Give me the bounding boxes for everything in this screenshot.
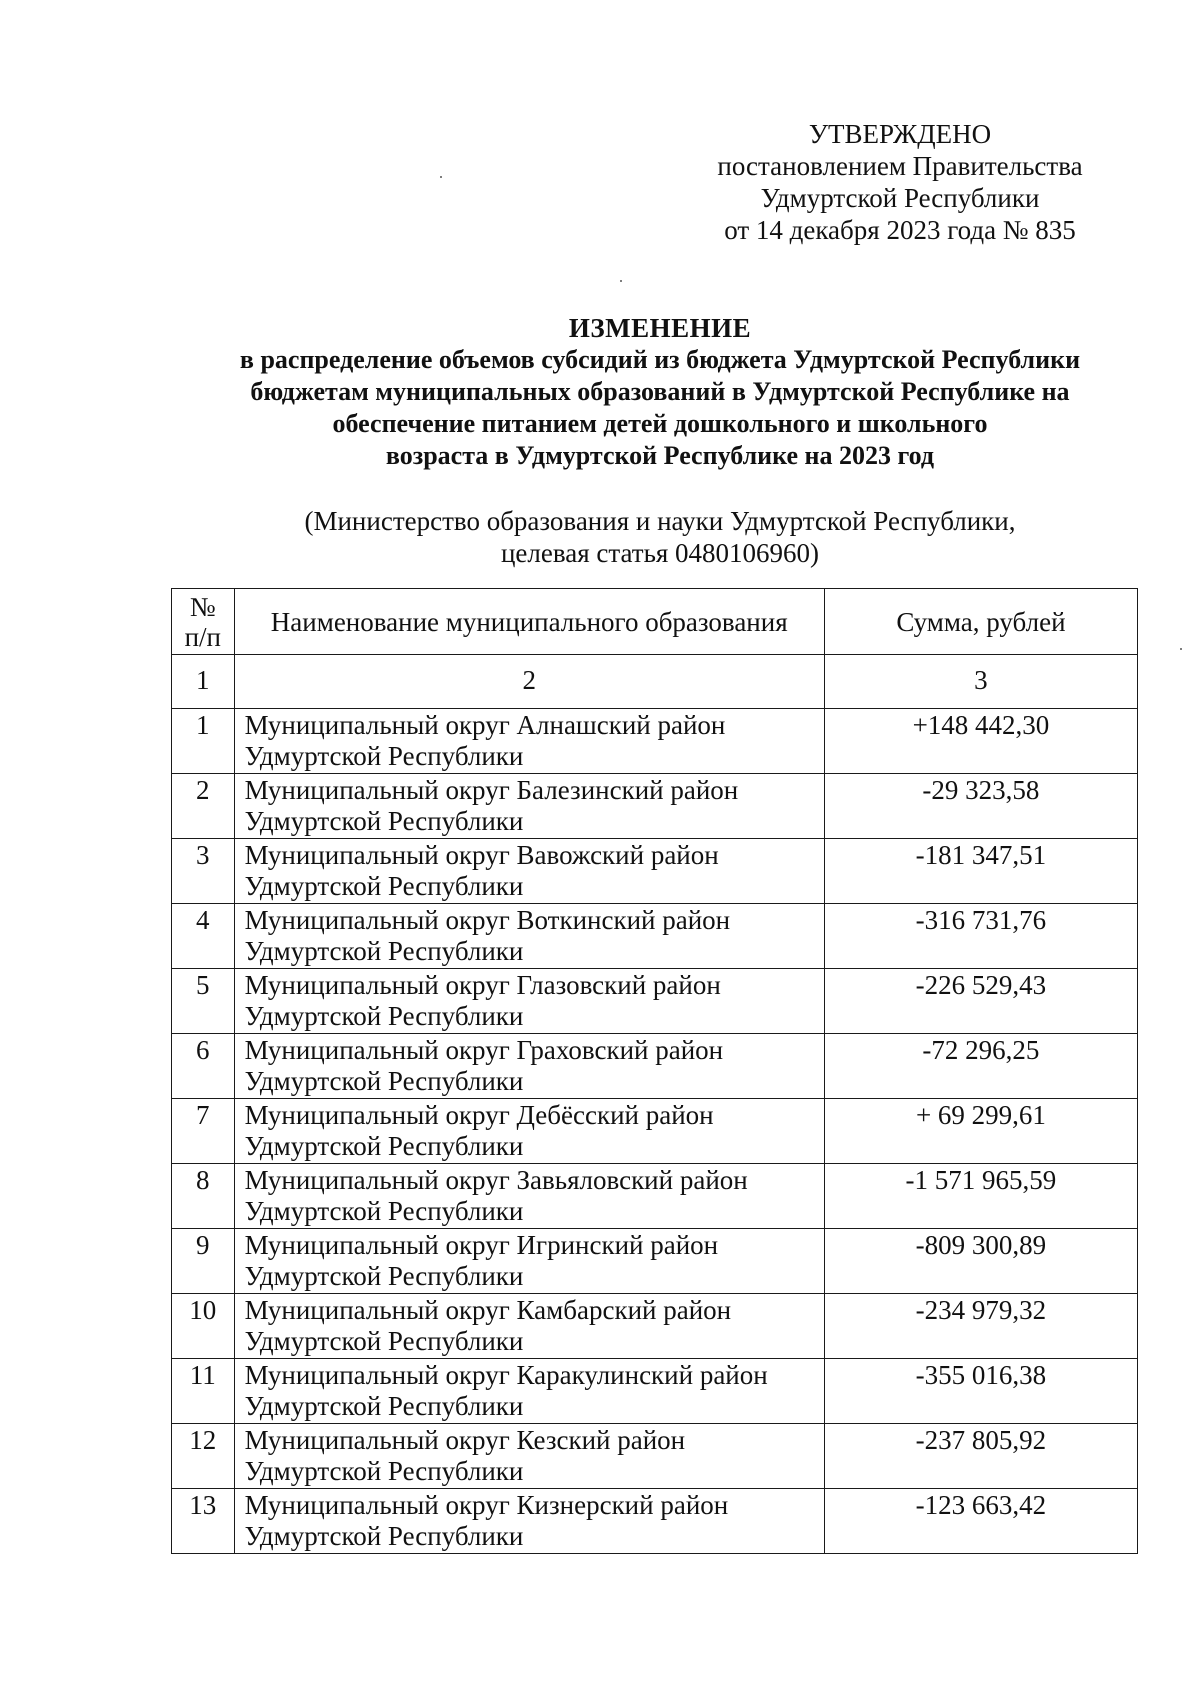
subsidy-amount: -123 663,42	[824, 1489, 1137, 1554]
municipality-name-line1: Муниципальный округ Граховский район	[244, 1035, 724, 1065]
document-subtitle	[130, 505, 1190, 569]
subsidy-amount: -72 296,25	[824, 1034, 1137, 1099]
title-line: возраста в Удмуртской Республике на 2023 год	[385, 441, 935, 470]
municipality-name-line1: Муниципальный округ Кезский район	[244, 1425, 686, 1455]
subsidy-amount: -234 979,32	[824, 1294, 1137, 1359]
municipality-name	[234, 1294, 824, 1359]
municipality-name-line2: Удмуртской Республики	[244, 1391, 524, 1421]
column-number: 3	[824, 655, 1137, 709]
scan-speck	[1180, 648, 1182, 650]
subsidy-amount: -29 323,58	[824, 774, 1137, 839]
municipality-name	[234, 904, 824, 969]
municipality-name	[234, 839, 824, 904]
approval-date-number: от 14 декабря 2023 года № 835	[724, 215, 1076, 245]
title-line: обеспечение питанием детей дошкольного и школьного	[332, 409, 988, 438]
table-row	[172, 1489, 1138, 1554]
row-number: 10	[172, 1294, 235, 1359]
subsidy-amount: -181 347,51	[824, 839, 1137, 904]
approval-line: постановлением Правительства	[717, 151, 1083, 181]
table-row	[172, 1359, 1138, 1424]
municipality-name-line2: Удмуртской Республики	[244, 1131, 524, 1161]
municipality-name-line2: Удмуртской Республики	[244, 1456, 524, 1486]
municipality-name	[234, 774, 824, 839]
subsidy-amount: -226 529,43	[824, 969, 1137, 1034]
title-line: бюджетам муниципальных образований в Удмуртской Республике на	[250, 377, 1070, 406]
header-sum: Сумма, рублей	[824, 589, 1137, 655]
table-row	[172, 839, 1138, 904]
header-number-abbr: п/п	[184, 621, 221, 652]
column-number-row	[172, 655, 1138, 709]
municipality-name-line1: Муниципальный округ Вавожский район	[244, 840, 719, 870]
municipality-name-line1: Муниципальный округ Балезинский район	[244, 775, 739, 805]
municipality-name-line1: Муниципальный округ Кизнерский район	[244, 1490, 729, 1520]
municipality-name	[234, 1359, 824, 1424]
table-header-row	[172, 589, 1138, 655]
row-number: 7	[172, 1099, 235, 1164]
municipality-name	[234, 1229, 824, 1294]
approval-stamp-block	[700, 118, 1100, 246]
subsidy-amount: + 69 299,61	[824, 1099, 1137, 1164]
municipality-name-line2: Удмуртской Республики	[244, 1326, 524, 1356]
table-row	[172, 774, 1138, 839]
subsidy-amount: -355 016,38	[824, 1359, 1137, 1424]
municipality-name-line1: Муниципальный округ Каракулинский район	[244, 1360, 768, 1390]
title-line: в распределение объемов субсидий из бюджета Удмуртской Республики	[239, 345, 1081, 374]
subsidy-amount: -316 731,76	[824, 904, 1137, 969]
table-row	[172, 1099, 1138, 1164]
municipality-name-line1: Муниципальный округ Алнашский район	[244, 710, 726, 740]
subsidy-amount: -237 805,92	[824, 1424, 1137, 1489]
municipality-name-line2: Удмуртской Республики	[244, 1261, 524, 1291]
scan-speck	[440, 176, 442, 178]
row-number: 8	[172, 1164, 235, 1229]
subsidy-amount: -1 571 965,59	[824, 1164, 1137, 1229]
approval-line: Удмуртской Республики	[760, 183, 1040, 213]
municipality-name-line2: Удмуртской Республики	[244, 871, 524, 901]
scan-speck	[620, 280, 622, 282]
municipality-name-line1: Муниципальный округ Глазовский район	[244, 970, 721, 1000]
row-number: 4	[172, 904, 235, 969]
row-number: 2	[172, 774, 235, 839]
header-number	[172, 589, 235, 655]
municipality-name-line2: Удмуртской Республики	[244, 1521, 524, 1551]
table-row	[172, 1424, 1138, 1489]
municipality-name-line1: Муниципальный округ Камбарский район	[244, 1295, 732, 1325]
table-row	[172, 709, 1138, 774]
municipality-name	[234, 709, 824, 774]
municipality-name-line2: Удмуртской Республики	[244, 1001, 524, 1031]
row-number: 13	[172, 1489, 235, 1554]
row-number: 12	[172, 1424, 235, 1489]
approval-heading: УТВЕРЖДЕНО	[808, 119, 992, 149]
table-row	[172, 969, 1138, 1034]
municipality-name-line2: Удмуртской Республики	[244, 936, 524, 966]
subsidy-amount: -809 300,89	[824, 1229, 1137, 1294]
header-name: Наименование муниципального образования	[234, 589, 824, 655]
document-title	[130, 312, 1190, 472]
municipality-name	[234, 1489, 824, 1554]
municipality-name-line1: Муниципальный округ Завьяловский район	[244, 1165, 748, 1195]
column-number: 1	[172, 655, 235, 709]
table-row	[172, 904, 1138, 969]
row-number: 1	[172, 709, 235, 774]
row-number: 5	[172, 969, 235, 1034]
municipality-name-line1: Муниципальный округ Дебёсский район	[244, 1100, 714, 1130]
municipality-name-line2: Удмуртской Республики	[244, 1066, 524, 1096]
municipality-name	[234, 1034, 824, 1099]
subtitle-line: целевая статья 0480106960)	[500, 538, 820, 568]
municipality-name	[234, 969, 824, 1034]
table-row	[172, 1229, 1138, 1294]
municipality-name-line1: Муниципальный округ Воткинский район	[244, 905, 731, 935]
distribution-table	[171, 588, 1138, 1554]
subtitle-line: (Министерство образования и науки Удмуртской Республики,	[304, 506, 1016, 536]
municipality-name-line2: Удмуртской Республики	[244, 741, 524, 771]
municipality-name-line2: Удмуртской Республики	[244, 1196, 524, 1226]
column-number: 2	[234, 655, 824, 709]
table-row	[172, 1034, 1138, 1099]
header-number-sign: №	[189, 591, 216, 622]
title-heading: ИЗМЕНЕНИЕ	[568, 313, 752, 343]
row-number: 9	[172, 1229, 235, 1294]
row-number: 6	[172, 1034, 235, 1099]
municipality-name-line2: Удмуртской Республики	[244, 806, 524, 836]
row-number: 3	[172, 839, 235, 904]
municipality-name	[234, 1424, 824, 1489]
municipality-name	[234, 1164, 824, 1229]
row-number: 11	[172, 1359, 235, 1424]
subsidy-amount: +148 442,30	[824, 709, 1137, 774]
table-row	[172, 1294, 1138, 1359]
municipality-name	[234, 1099, 824, 1164]
municipality-name-line1: Муниципальный округ Игринский район	[244, 1230, 719, 1260]
table-row	[172, 1164, 1138, 1229]
